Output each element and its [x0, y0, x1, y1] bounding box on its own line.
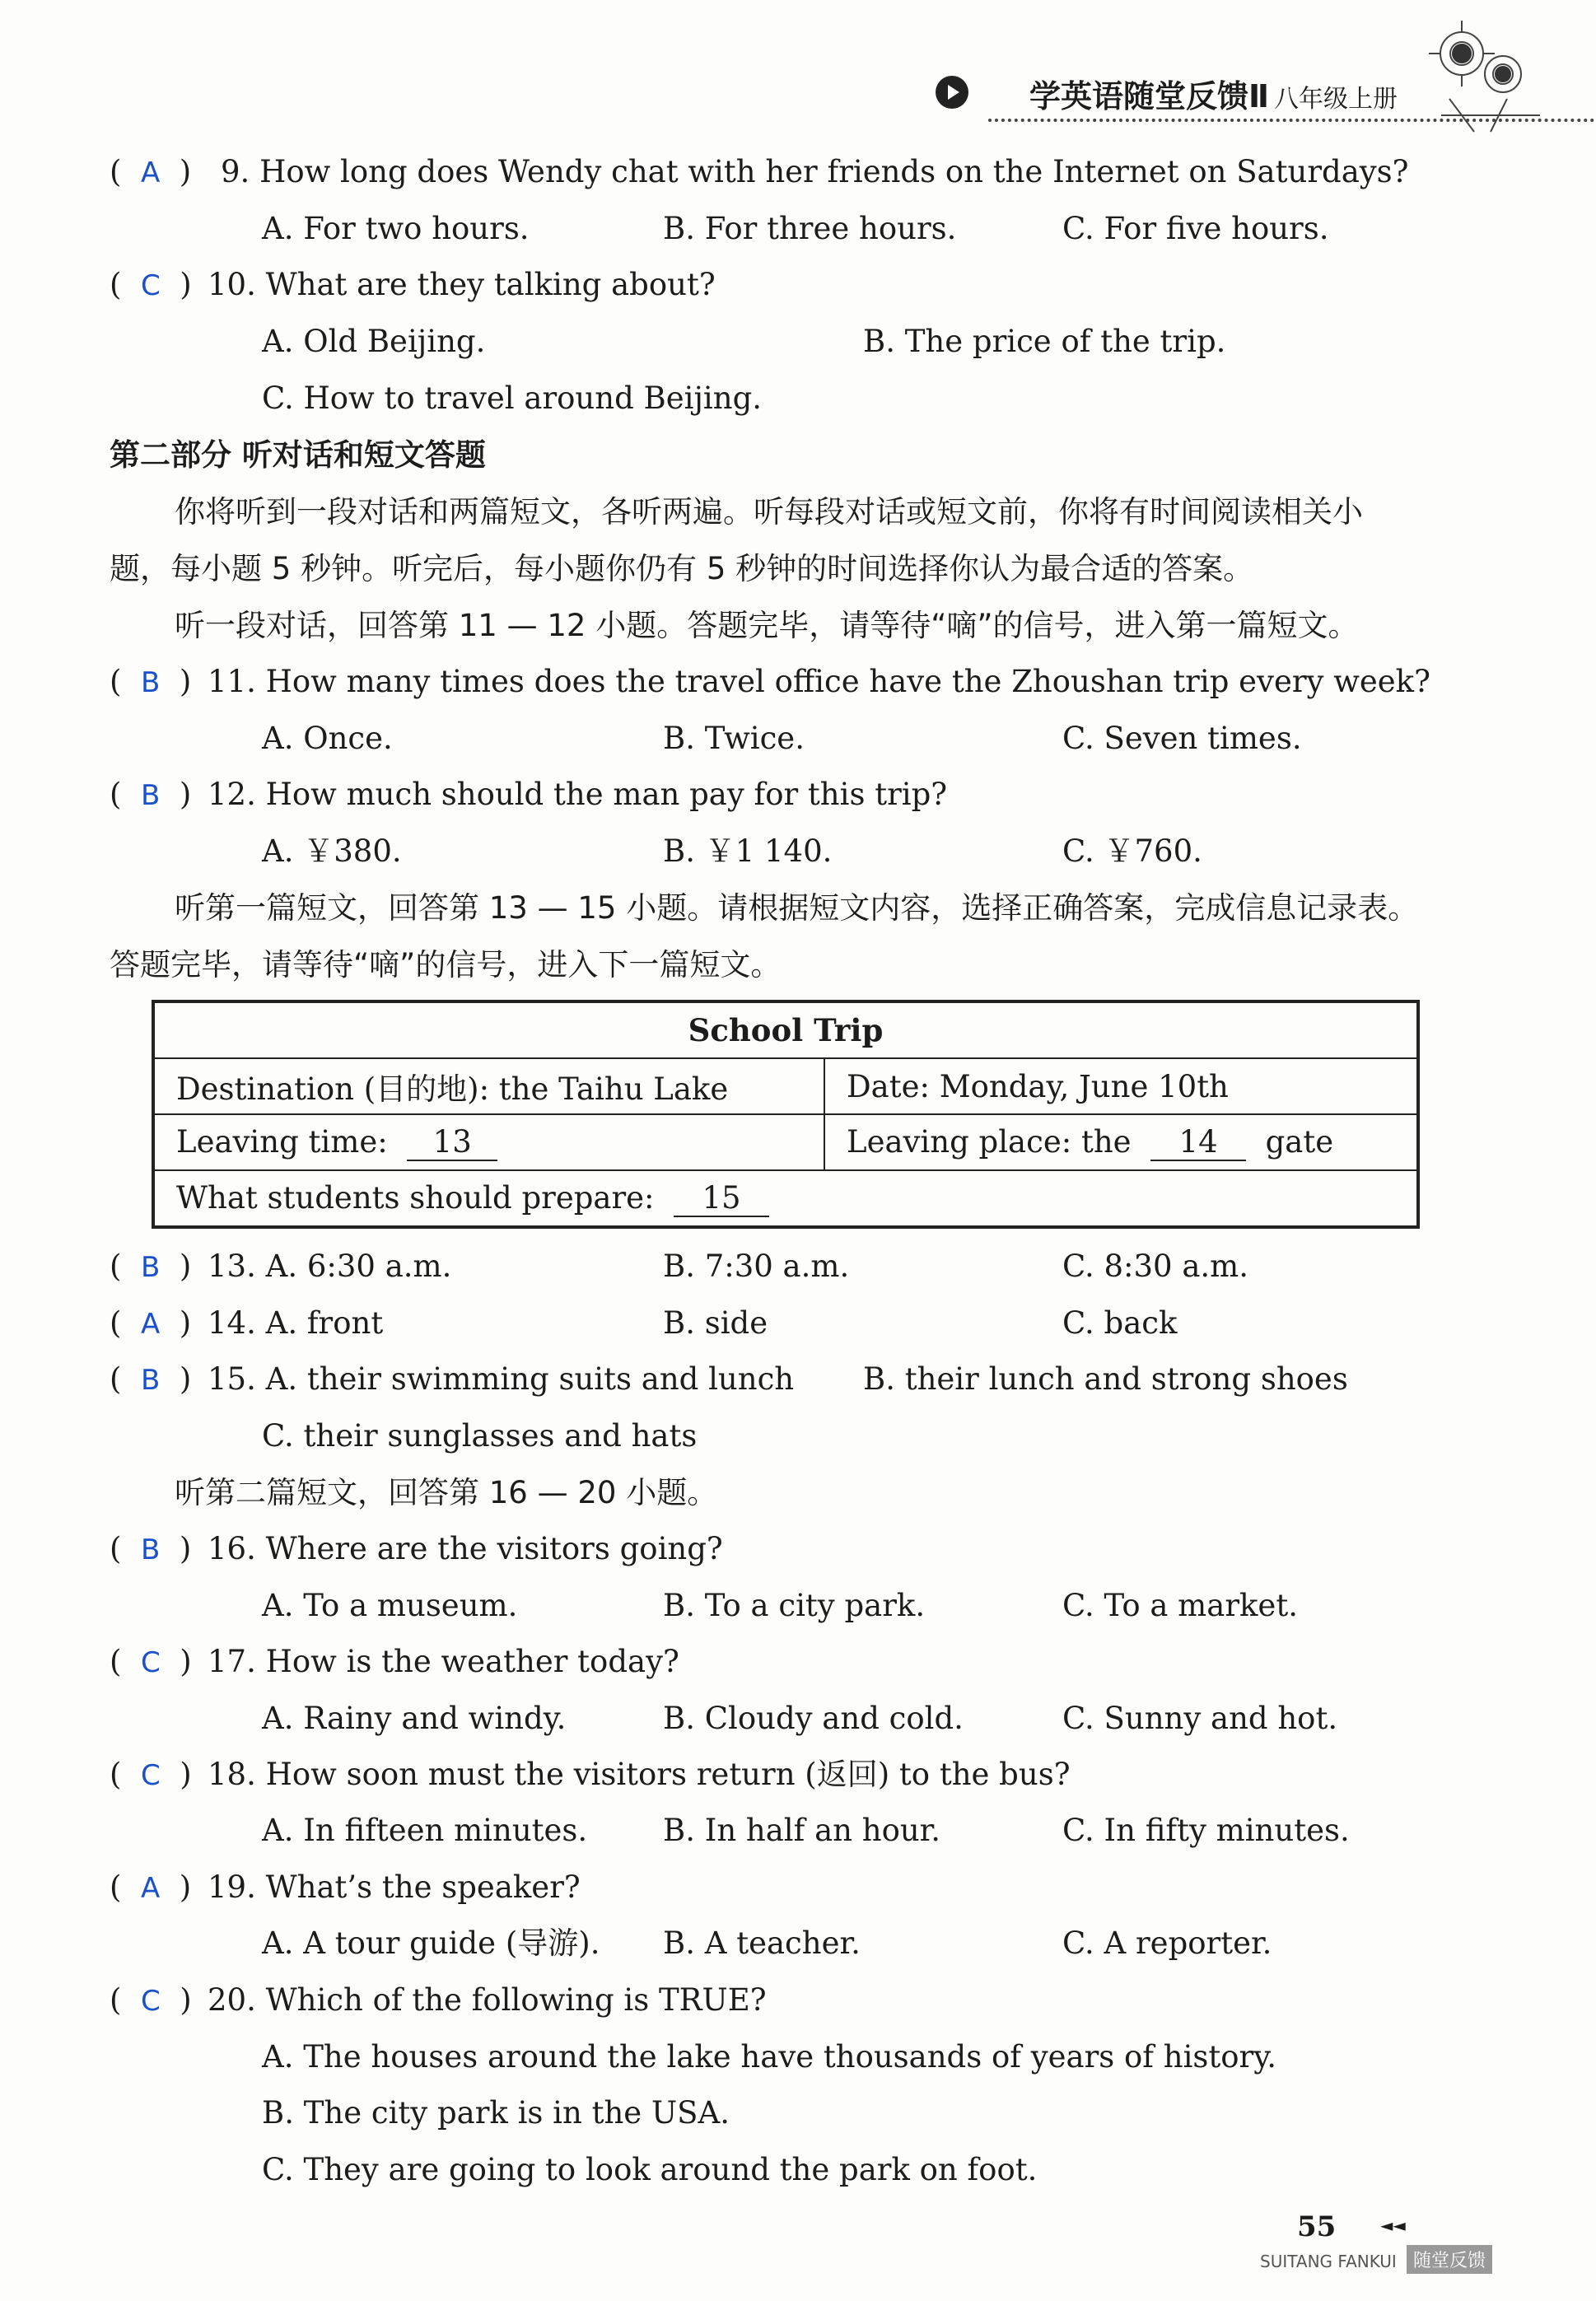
answer-bracket-13 — [110, 1249, 192, 1284]
table-title: School Trip — [153, 1001, 1418, 1058]
question-12: 12. How much should the man pay for this trip? — [208, 777, 948, 812]
paren-left: ( — [110, 1982, 122, 2018]
answer-bracket-14 — [110, 1305, 192, 1341]
answer-bracket-17 — [110, 1646, 192, 1677]
paren-right: ) — [179, 1531, 192, 1566]
question-9: 9. How long does Wendy chat with her friends on the Internet on Saturdays? — [221, 154, 1409, 189]
option-a: A. A tour guide (导游). — [262, 1925, 600, 1961]
option-c: C. Sunny and hot. — [1062, 1701, 1338, 1736]
answer-letter: B — [140, 1533, 161, 1566]
question-19: 19. What’s the speaker? — [208, 1869, 581, 1905]
question-16: 16. Where are the visitors going? — [208, 1531, 723, 1566]
footer-brand-en: SUITANG FANKUI — [1260, 2252, 1397, 2271]
answer-bracket-18 — [110, 1759, 192, 1790]
paren-right: ) — [179, 1361, 192, 1397]
paren-right: ) — [179, 154, 192, 189]
answer-letter: C — [140, 1646, 161, 1679]
answer-letter: C — [140, 269, 161, 302]
leaving-time-cell — [153, 1114, 824, 1170]
paren-left: ( — [110, 154, 122, 189]
dialog-instructions: 听一段对话，回答第 11 — 12 小题。答题完毕，请等待“嘀”的信号，进入第一篇短文。 — [175, 608, 1359, 643]
blank-13: 13 — [407, 1124, 497, 1161]
answer-letter: A — [140, 1872, 161, 1905]
option-b: B. In half an hour. — [663, 1813, 941, 1848]
option-c: C. To a market. — [1062, 1588, 1298, 1623]
option-c: C. A reporter. — [1062, 1925, 1272, 1961]
answer-bracket-10 — [110, 269, 192, 300]
paren-left: ( — [110, 267, 122, 302]
question-13: 13. A. 6:30 a.m. — [208, 1249, 452, 1284]
date-cell: Date: Monday, June 10th — [824, 1058, 1418, 1114]
paren-left: ( — [110, 664, 122, 699]
answer-letter: B — [140, 1251, 161, 1284]
option-a: A. The houses around the lake have thousands of years of history. — [262, 2039, 1276, 2075]
answer-letter: C — [140, 1985, 161, 2018]
page-number: 55 — [1297, 2210, 1337, 2243]
play-circle-icon — [936, 76, 968, 109]
leaving-place-label: Leaving place: the — [847, 1123, 1132, 1160]
paren-left: ( — [110, 1531, 122, 1566]
option-c: C. 8:30 a.m. — [1062, 1249, 1249, 1284]
paren-left: ( — [110, 1361, 122, 1397]
answer-bracket-20 — [110, 1982, 192, 2018]
option-b: B. ￥1 140. — [663, 833, 833, 869]
answer-bracket-19 — [110, 1869, 192, 1905]
option-c: C. Seven times. — [1062, 721, 1302, 756]
paren-right: ) — [179, 1869, 192, 1905]
leaving-place-cell — [824, 1114, 1418, 1170]
school-trip-table — [152, 1000, 1420, 1229]
question-10: 10. What are they talking about? — [208, 267, 716, 302]
option-c: C. ￥760. — [1062, 833, 1202, 869]
passage2-instructions: 听第二篇短文，回答第 16 — 20 小题。 — [175, 1475, 718, 1510]
question-20: 20. Which of the following is TRUE? — [208, 1982, 767, 2018]
answer-letter: B — [140, 779, 161, 812]
paren-right: ) — [180, 1757, 192, 1792]
answer-bracket-9 — [110, 156, 191, 187]
answer-letter: C — [140, 1759, 161, 1792]
paren-left: ( — [110, 1249, 122, 1284]
header-title — [1029, 71, 1398, 116]
answer-letter: A — [140, 156, 161, 189]
book-title: 学英语随堂反馈Ⅱ — [1029, 78, 1270, 114]
option-a: A. For two hours. — [262, 211, 530, 246]
question-11: 11. How many times does the travel office have the Zhoushan trip every week? — [208, 664, 1430, 699]
double-arrow-left-icon: ◄◄ — [1380, 2215, 1406, 2235]
question-17: 17. How is the weather today? — [208, 1644, 679, 1679]
question-18: 18. How soon must the visitors return (返回) to the bus? — [208, 1757, 1071, 1792]
blank-15: 15 — [674, 1180, 769, 1217]
option-a: A. In fifteen minutes. — [262, 1813, 588, 1848]
option-b: B. The city park is in the USA. — [262, 2095, 730, 2131]
option-c: C. How to travel around Beijing. — [262, 380, 763, 416]
option-b: B. 7:30 a.m. — [663, 1249, 850, 1284]
leaving-time-label: Leaving time: — [176, 1123, 388, 1160]
instructions-line-1: 你将听到一段对话和两篇短文，各听两遍。听每段对话或短文前，你将有时间阅读相关小 — [175, 494, 1363, 530]
option-c: C. back — [1062, 1305, 1178, 1341]
paren-left: ( — [110, 1869, 122, 1905]
paren-right: ) — [180, 1982, 192, 2018]
blank-14: 14 — [1150, 1124, 1246, 1161]
question-14: 14. A. front — [208, 1305, 384, 1341]
option-b: B. Twice. — [663, 721, 805, 756]
paren-right: ) — [180, 267, 192, 302]
leaving-place-suffix: gate — [1265, 1123, 1334, 1160]
paren-right: ) — [179, 1249, 192, 1284]
prepare-cell — [153, 1170, 1418, 1227]
option-c: C. In fifty minutes. — [1062, 1813, 1350, 1848]
answer-bracket-12 — [110, 779, 191, 810]
footer-brand-cn: 随堂反馈 — [1407, 2245, 1492, 2274]
option-b: B. side — [663, 1305, 768, 1341]
passage1-instructions-1: 听第一篇短文，回答第 13 — 15 小题。请根据短文内容，选择正确答案，完成信息记录表。 — [175, 890, 1419, 926]
paren-left: ( — [110, 1305, 122, 1341]
option-a: A. Old Beijing. — [262, 324, 486, 359]
option-b: B. Cloudy and cold. — [663, 1701, 964, 1736]
option-b: B. To a city park. — [663, 1588, 926, 1623]
paren-left: ( — [110, 777, 122, 812]
option-a: A. Rainy and windy. — [262, 1701, 567, 1736]
instructions-line-2: 题，每小题 5 秒钟。听完后，每小题你仍有 5 秒钟的时间选择你认为最合适的答案。 — [110, 551, 1254, 586]
answer-letter: A — [140, 1308, 161, 1341]
option-b: B. their lunch and strong shoes — [863, 1361, 1348, 1397]
prepare-label: What students should prepare: — [176, 1179, 655, 1216]
section-heading: 第二部分 听对话和短文答题 — [110, 437, 486, 473]
sunflower-doodle-icon — [1425, 16, 1548, 140]
option-a: A. ￥380. — [262, 833, 402, 869]
paren-right: ) — [180, 1644, 192, 1679]
paren-left: ( — [110, 1757, 122, 1792]
option-b: B. A teacher. — [663, 1925, 861, 1961]
option-a: A. Once. — [262, 721, 393, 756]
passage1-instructions-2: 答题完毕，请等待“嘀”的信号，进入下一篇短文。 — [110, 947, 782, 982]
paren-right: ) — [179, 1305, 192, 1341]
option-c: C. They are going to look around the park on foot. — [262, 2152, 1038, 2187]
option-b: B. The price of the trip. — [863, 324, 1226, 359]
paren-left: ( — [110, 1644, 122, 1679]
option-c: C. their sunglasses and hats — [262, 1418, 698, 1454]
answer-bracket-11 — [110, 666, 191, 697]
answer-letter: B — [140, 1364, 161, 1397]
question-15: 15. A. their swimming suits and lunch — [208, 1361, 795, 1397]
option-b: B. For three hours. — [663, 211, 957, 246]
destination-cell: Destination (目的地): the Taihu Lake — [153, 1058, 824, 1114]
grade-label: 八年级上册 — [1274, 85, 1398, 114]
option-a: A. To a museum. — [262, 1588, 518, 1623]
answer-bracket-15 — [110, 1361, 192, 1397]
answer-letter: B — [140, 666, 161, 699]
page-header — [922, 68, 1499, 125]
paren-right: ) — [179, 777, 192, 812]
paren-right: ) — [179, 664, 192, 699]
option-c: C. For five hours. — [1062, 211, 1329, 246]
answer-bracket-16 — [110, 1533, 191, 1564]
